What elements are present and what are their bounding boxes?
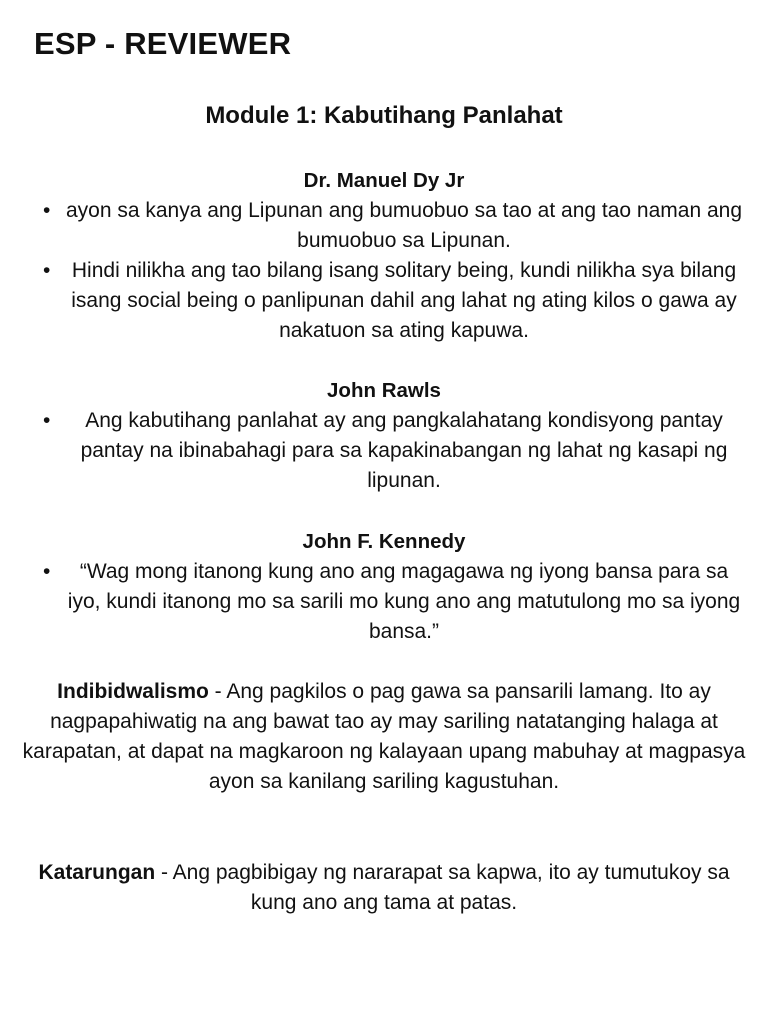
- section-john-rawls: [0, 376, 768, 496]
- list-item: [0, 256, 768, 346]
- bullet-icon: •: [43, 259, 51, 282]
- definition-term: Katarungan: [38, 861, 156, 884]
- module-title: Module 1: Kabutihang Panlahat: [205, 102, 563, 129]
- bullet-text: Hindi nilikha ang tao bilang isang solitary being, kundi nilikha sya bilang isang social being o panlipunan dahil ang lahat ng ating kilos o gawa ay nakatuon sa ating kapuwa.: [71, 259, 737, 342]
- bullet-list: [0, 557, 768, 647]
- list-item: [0, 406, 768, 496]
- definition-katarungan: [20, 858, 748, 918]
- list-item: [0, 557, 768, 647]
- definition-text: - Ang pagkilos o pag gawa sa pansarili lamang. Ito ay nagpapahiwatig na ang bawat tao ay may sariling natatanging halaga at karapatan, at dapat na magkaroon ng kalayaan upang mabuhay at magpasya ayon sa kanilang sariling kagustuhan.: [22, 680, 746, 793]
- section-heading: John Rawls: [327, 379, 441, 402]
- document-title: ESP - REVIEWER: [34, 26, 292, 61]
- section-john-f-kennedy: [0, 527, 768, 647]
- bullet-icon: •: [43, 199, 51, 222]
- definition-term: Indibidwalismo: [57, 680, 209, 703]
- bullet-text: “Wag mong itanong kung ano ang magagawa ng iyong bansa para sa iyo, kundi itanong mo sa sarili mo kung ano ang matutulong mo sa iyong bansa.”: [67, 560, 741, 643]
- section-manuel-dy: [0, 166, 768, 346]
- bullet-icon: •: [43, 560, 51, 583]
- bullet-text: Ang kabutihang panlahat ay ang pangkalahatang kondisyong pantay pantay na ibinabahagi para sa kapakinabangan ng lahat ng kasapi ng lipunan.: [80, 409, 728, 492]
- bullet-list: [0, 196, 768, 346]
- bullet-icon: •: [43, 409, 51, 432]
- bullet-list: [0, 406, 768, 496]
- list-item: [0, 196, 768, 256]
- definition-text: - Ang pagbibigay ng nararapat sa kapwa, ito ay tumutukoy sa kung ano ang tama at patas.: [155, 861, 730, 914]
- definition-indibidwalismo: [20, 677, 748, 797]
- section-heading: Dr. Manuel Dy Jr: [303, 169, 465, 192]
- bullet-text: ayon sa kanya ang Lipunan ang bumuobuo sa tao at ang tao naman ang bumuobuo sa Lipunan.: [65, 199, 743, 252]
- section-heading: John F. Kennedy: [302, 530, 466, 553]
